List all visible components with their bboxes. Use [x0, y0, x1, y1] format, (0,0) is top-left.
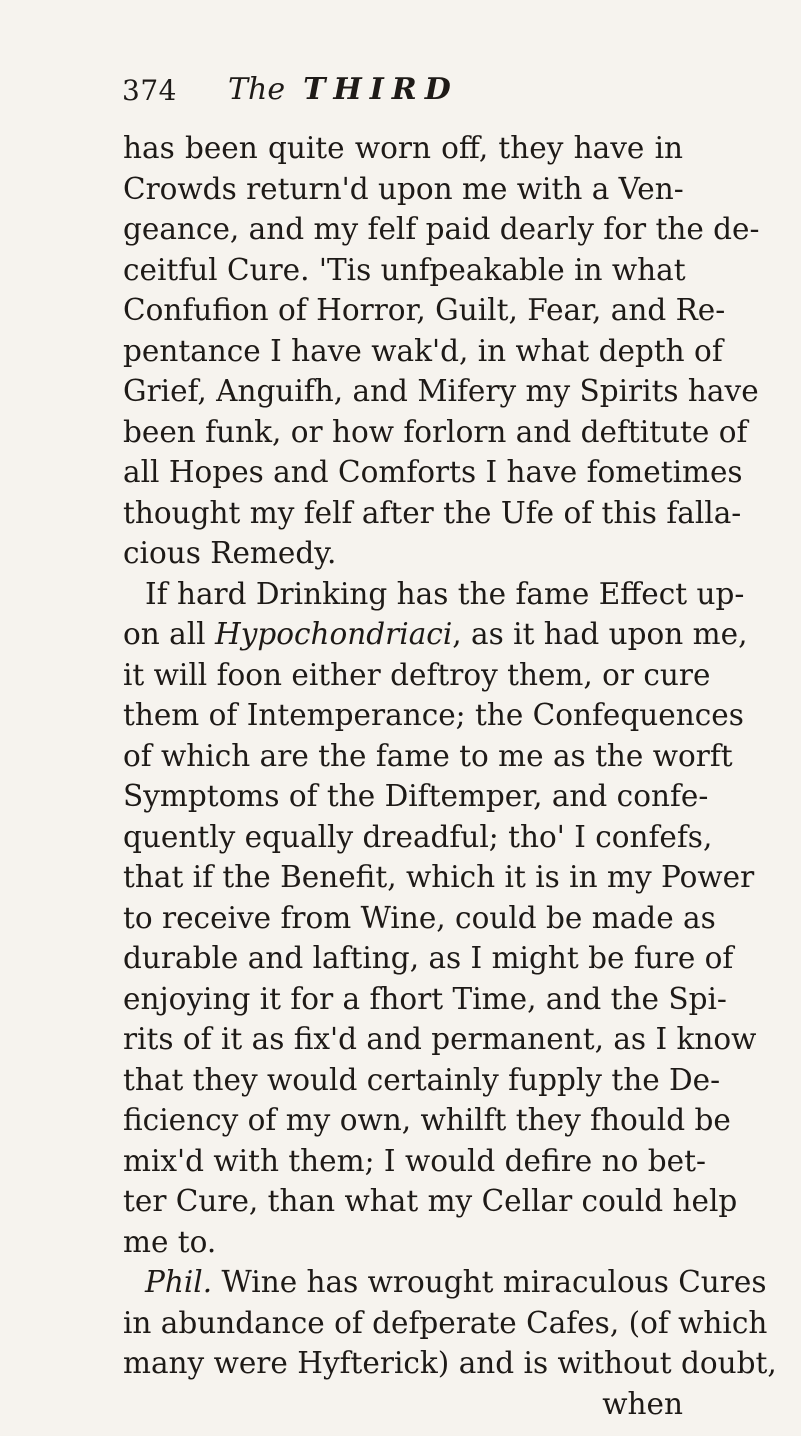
text-line: that they would certainly fupply the De- [123, 1062, 721, 1097]
text-line: ceitful Cure. 'Tis unfpeakable in what [123, 252, 686, 287]
text-line: geance, and my felf paid dearly for the de- [123, 212, 760, 246]
text-line: that if the Benefit, which it is in my Power [123, 860, 755, 894]
italic-text: Hypochondriaci [214, 617, 453, 651]
text-segment: , as it had upon me, [452, 617, 748, 651]
text-line: Crowds return'd upon me with a Ven- [123, 171, 684, 206]
catchword: when [602, 1386, 683, 1421]
text-line: quently equally dreadful; tho' I confefs, [123, 819, 713, 854]
text-line: Confufion of Horror, Guilt, Fear, and Re- [123, 293, 726, 327]
text-line: pentance I have wak'd, in what depth of [123, 333, 723, 368]
text-line [123, 614, 748, 655]
page-header [122, 74, 682, 114]
body-text [123, 128, 777, 1424]
text-segment: Wine has wrought miraculous Cures [212, 1265, 767, 1299]
text-line: durable and lafting, as I might be fure of [123, 941, 734, 975]
text-line: cious Remedy. [123, 536, 337, 570]
text-line: ter Cure, than what my Cellar could help [123, 1184, 738, 1218]
text-line: rits of it as fix'd and permanent, as I know [123, 1022, 757, 1056]
text-line: Symptoms of the Diftemper, and confe- [123, 779, 709, 813]
text-line: If hard Drinking has the fame Effect up- [145, 576, 745, 611]
text-line: thought my felf after the Ufe of this falla- [123, 495, 742, 530]
text-line: many were Hyfterick) and is without doubt, [123, 1346, 777, 1380]
text-line: has been quite worn off, they have in [123, 131, 683, 165]
text-line: all Hopes and Comforts I have fometimes [123, 455, 743, 489]
text-line: ficiency of my own, whilft they fhould be [123, 1103, 731, 1137]
running-head-word: THIRD [303, 72, 459, 107]
text-line: them of Intemperance; the Confequences [123, 698, 744, 732]
text-line: been funk, or how forlorn and deftitute of [123, 414, 748, 449]
italic-text: Phil. [145, 1265, 213, 1299]
page-number: 374 [122, 74, 177, 107]
text-line: Grief, Anguifh, and Mifery my Spirits have [123, 374, 759, 408]
text-line: enjoying it for a fhort Time, and the Spi- [123, 981, 727, 1016]
running-head [228, 72, 459, 107]
running-head-prefix: The [228, 72, 286, 107]
text-segment: on all [123, 617, 215, 651]
text-line: of which are the fame to me as the worft [123, 738, 733, 773]
text-line: it will foon either deftroy them, or cure [123, 657, 711, 692]
text-line: in abundance of defperate Cafes, (of which [123, 1305, 768, 1340]
text-line [123, 1262, 767, 1303]
text-line: me to. [123, 1224, 217, 1259]
text-line: mix'd with them; I would defire no bet- [123, 1143, 706, 1178]
text-line: to receive from Wine, could be made as [123, 900, 716, 935]
